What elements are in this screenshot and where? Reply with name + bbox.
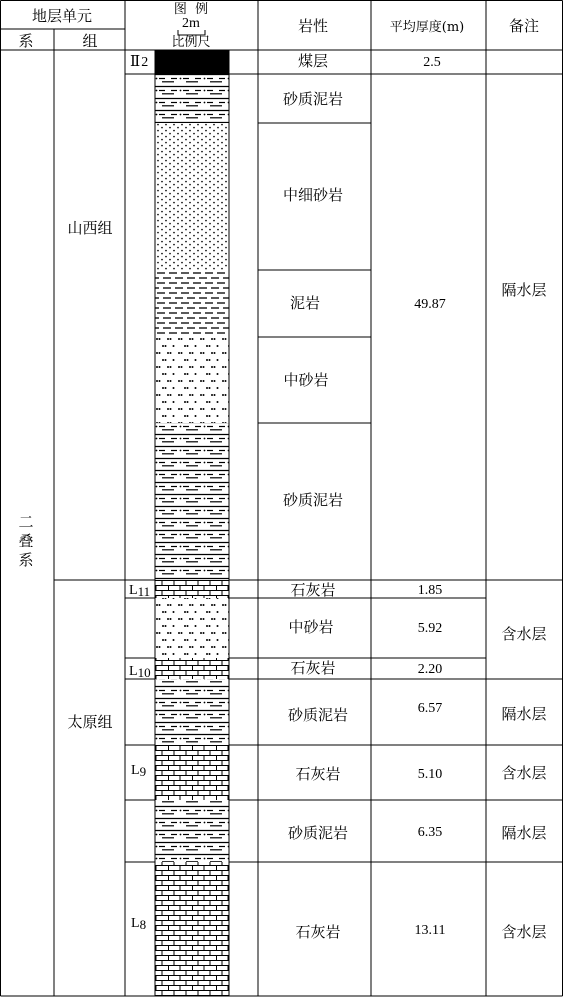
medium-sandstone-pattern (155, 337, 229, 423)
lithology-name: 中砂岩 (283, 371, 329, 389)
header-lithology: 岩性 (297, 17, 329, 35)
header-remarks: 备注 (508, 17, 540, 35)
remark-value: 含水层 (501, 923, 547, 941)
system-name-char: 系 (18, 551, 34, 569)
lithology-column (155, 50, 229, 996)
thickness-value: 1.85 (417, 583, 443, 598)
layer-code: L10 (129, 664, 151, 680)
table-grid (1, 1, 563, 997)
thickness-value: 6.35 (417, 825, 443, 840)
lithology-name: 石灰岩 (295, 923, 341, 941)
thickness-value: 6.57 (417, 701, 443, 716)
layer-code: L9 (131, 763, 147, 779)
coal-pattern (155, 50, 229, 74)
lithology-name: 中砂岩 (288, 618, 334, 636)
thickness-value: 5.92 (417, 621, 443, 636)
remark-value: 隔水层 (501, 281, 547, 299)
remark-value: 隔水层 (501, 824, 547, 842)
system-name-char: 二 (18, 513, 34, 531)
sandy-mudstone-pattern (155, 74, 229, 123)
lithology-name: 砂质泥岩 (282, 491, 344, 509)
lithology-name: 石灰岩 (295, 765, 341, 783)
limestone-pattern (155, 745, 229, 800)
thickness-value: 13.11 (414, 923, 446, 938)
sandy-mudstone-pattern (155, 800, 229, 862)
fine-sandstone-pattern (155, 123, 229, 270)
thickness-value: 5.10 (417, 767, 443, 782)
scale-value: 2m (182, 16, 200, 31)
layer-code: L8 (131, 916, 147, 932)
remark-value: 含水层 (501, 625, 547, 643)
limestone-pattern (155, 658, 229, 679)
sandy-mudstone-pattern (155, 679, 229, 745)
group-name: 山西组 (67, 219, 113, 237)
header-legend: 图 例 (173, 2, 209, 17)
lithology-name: 煤层 (297, 52, 329, 70)
lithology-name: 中细砂岩 (282, 186, 344, 204)
layer-code: L11 (129, 583, 151, 599)
thickness-value: 2.20 (417, 662, 443, 677)
group-name: 太原组 (67, 713, 113, 731)
remark-value: 隔水层 (501, 705, 547, 723)
limestone-pattern (155, 580, 229, 598)
header-group: 组 (82, 32, 98, 50)
mudstone-pattern (155, 270, 229, 337)
header-scale-label: 比例尺 (171, 35, 211, 50)
remark-value: 含水层 (501, 764, 547, 782)
limestone-pattern (155, 862, 229, 996)
header-system: 系 (18, 32, 34, 50)
medium-sandstone-pattern (155, 598, 229, 658)
lithology-name: 砂质泥岩 (287, 706, 349, 724)
lithology-name: 石灰岩 (290, 659, 336, 677)
layer-code: Ⅱ2 (130, 52, 149, 70)
thickness-value: 49.87 (414, 297, 446, 312)
lithology-name: 石灰岩 (290, 581, 336, 599)
system-name-char: 叠 (18, 532, 34, 550)
header-stratum-unit: 地层单元 (31, 7, 93, 25)
sandy-mudstone-pattern (155, 423, 229, 580)
header-avg-thickness: 平均厚度(m) (389, 20, 465, 35)
lithology-name: 砂质泥岩 (282, 90, 344, 108)
lithology-name: 砂质泥岩 (287, 824, 349, 842)
thickness-value: 2.5 (423, 55, 441, 70)
lithology-name: 泥岩 (289, 294, 321, 312)
